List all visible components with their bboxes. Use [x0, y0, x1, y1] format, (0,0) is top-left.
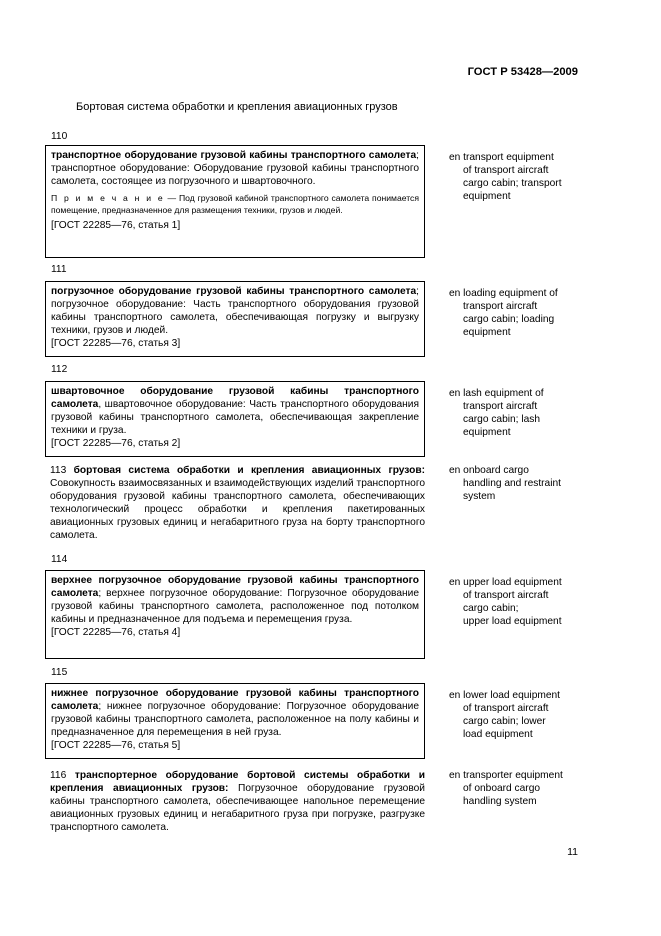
term: транспортное оборудование грузовой кабины транспортного самолета [51, 150, 417, 161]
entry-number: 114 [51, 554, 68, 565]
english-equivalent [449, 576, 584, 628]
term: нижнее погрузочное оборудование грузовой кабины транспортного самолета [51, 688, 419, 712]
english-line: en onboard cargo [449, 465, 529, 476]
english-line: handling system [463, 796, 537, 807]
english-line: en transport equipment [449, 152, 554, 163]
standard-number: ГОСТ Р 53428—2009 [467, 66, 578, 78]
term: верхнее погрузочное оборудование грузовой кабины транспортного самолета [51, 575, 419, 599]
definition: ; транспортное оборудование: Оборудование грузовой кабины транспортного самолета, состоящее из погрузочного и швартовочного. [51, 150, 419, 187]
source-reference: [ГОСТ 22285—76, статья 3] [51, 338, 181, 349]
definition: Погрузочное оборудование грузовой кабины транспортного самолета, обеспечивающее напольное перемещение авиационных грузовых единиц и негабаритного груза при погрузке, разгрузке транспортного самолета. [50, 783, 425, 833]
english-line: en loading equipment of [449, 288, 558, 299]
english-equivalent [449, 689, 584, 741]
source-reference: [ГОСТ 22285—76, статья 4] [51, 627, 181, 638]
english-line: upper load equipment [463, 616, 562, 627]
english-line: of transport aircraft [463, 703, 549, 714]
english-line: of onboard cargo [463, 783, 541, 794]
english-equivalent [449, 287, 584, 339]
note-label: П р и м е ч а н и е [51, 193, 165, 203]
page-number: 11 [567, 846, 578, 858]
english-line: handling and restraint [463, 478, 561, 489]
english-line: of transport aircraft [463, 590, 549, 601]
english-line: equipment [463, 327, 511, 338]
definition: ; погрузочное оборудование: Часть транспортного оборудования грузовой кабины транспортного самолета, обеспечивающая погрузку и выгрузку техники, грузов и людей. [51, 286, 419, 336]
english-line: equipment [463, 191, 511, 202]
english-line: cargo cabin; lower [463, 716, 546, 727]
entry-number: 115 [51, 667, 68, 678]
english-line: transport aircraft [463, 301, 538, 312]
source-reference: [ГОСТ 22285—76, статья 1] [51, 220, 181, 232]
entry-number: 112 [51, 364, 68, 375]
term-entry [50, 769, 425, 834]
source-reference: [ГОСТ 22285—76, статья 5] [51, 740, 181, 751]
term-box [45, 381, 425, 457]
english-line: of transport aircraft [463, 165, 549, 176]
note-text: — Под грузовой кабиной транспортного самолета понимается помещение, предназначенное для размещения техники, грузов и людей. [51, 193, 420, 215]
term-box [45, 683, 425, 759]
english-equivalent [449, 769, 584, 808]
term-box [45, 570, 425, 659]
term-box [45, 281, 425, 357]
section-title: Бортовая система обработки и крепления авиационных грузов [76, 101, 398, 113]
note [51, 193, 419, 216]
entry-number: 113 [50, 465, 67, 476]
english-line: load equipment [463, 729, 533, 740]
english-line: en lower load equipment [449, 690, 561, 701]
definition: Совокупность взаимосвязанных и взаимодействующих изделий транспортного оборудования грузовой кабины транспортного самолета, обеспечивающих технологический процесс обработки и крепления пакетированных авиационных грузовых единиц и негабаритного груза на борту транспортного самолета. [50, 478, 425, 541]
english-line: equipment [463, 427, 511, 438]
term: транспортерное оборудование бортовой системы обработки и крепления авиационных грузов: [50, 770, 425, 794]
english-line: transport aircraft [463, 401, 538, 412]
definition: ; верхнее погрузочное оборудование: Погрузочное оборудование грузовой кабины транспортного самолета, расположенное под потолком кабины и предназначенное для подъема и перемещения груза. [51, 588, 419, 625]
english-equivalent [449, 151, 584, 203]
definition: ; нижнее погрузочное оборудование: Погрузочное оборудование грузовой кабины транспортного самолета, расположенное на полу кабины и предназначенное для перемещения в ней груза. [51, 701, 419, 738]
term-box [45, 145, 425, 258]
english-equivalent [449, 464, 584, 503]
term-entry [50, 464, 425, 542]
english-equivalent [449, 387, 584, 439]
entry-number: 110 [51, 131, 68, 142]
english-line: cargo cabin; transport [463, 178, 562, 189]
entry-number: 116 [50, 770, 67, 781]
term: бортовая система обработки и крепления авиационных грузов: [73, 465, 425, 476]
definition: , швартовочное оборудование: Часть транспортного оборудования грузовой кабины транспортного самолета, обеспечивающая закрепление техники и груза. [51, 399, 419, 436]
english-line: system [463, 491, 496, 502]
english-line: en upper load equipment [449, 577, 562, 588]
entry-number: 111 [51, 264, 67, 275]
term: швартовочное оборудование грузовой кабины транспортного самолета [51, 386, 419, 410]
source-reference: [ГОСТ 22285—76, статья 2] [51, 438, 181, 449]
english-line: en lash equipment of [449, 388, 544, 399]
english-line: en transporter equipment [449, 770, 563, 781]
english-line: cargo cabin; loading [463, 314, 555, 325]
english-line: cargo cabin; [463, 603, 519, 614]
term: погрузочное оборудование грузовой кабины транспортного самолета [51, 286, 417, 297]
english-line: cargo cabin; lash [463, 414, 541, 425]
